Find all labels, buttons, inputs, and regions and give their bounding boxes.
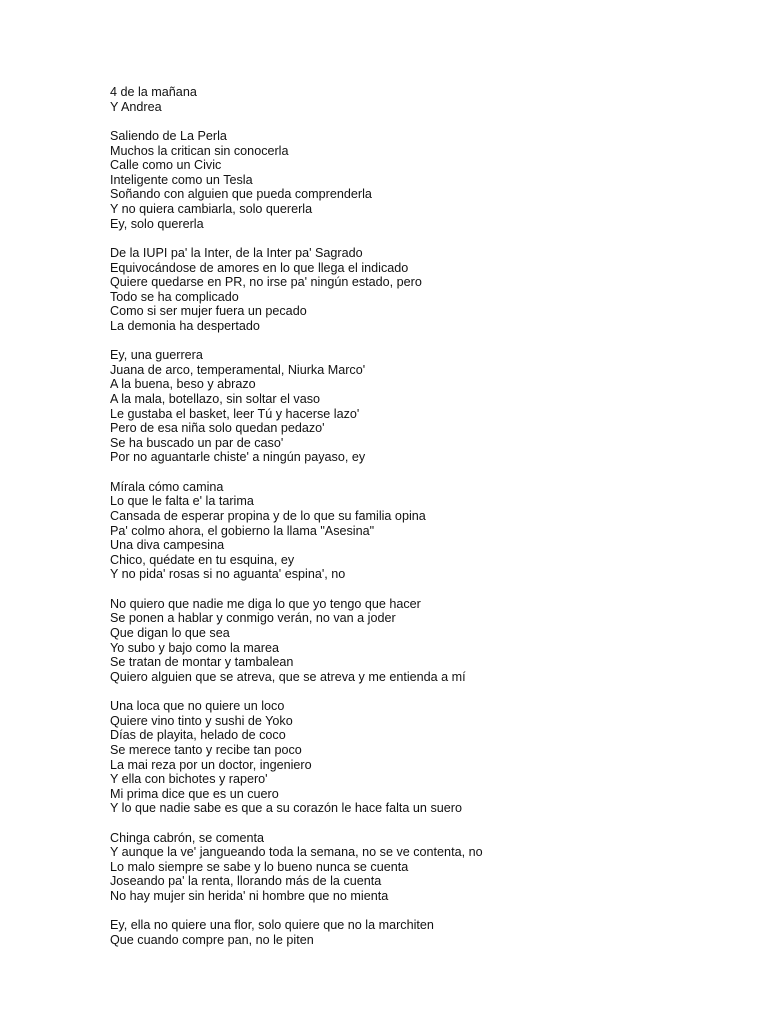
- lyrics-line: No quiero que nadie me diga lo que yo tengo que hacer: [110, 596, 421, 611]
- lyrics-line: Una loca que no quiere un loco: [110, 699, 285, 714]
- lyrics-line: Quiere quedarse en PR, no irse pa' ningún estado, pero: [110, 275, 422, 290]
- lyrics-line: Equivocándose de amores en lo que llega el indicado: [110, 260, 409, 275]
- lyrics-line: Que cuando compre pan, no le piten: [110, 933, 314, 948]
- lyrics-line: Ey, una guerrera: [110, 348, 203, 363]
- lyrics-line: Todo se ha complicado: [110, 289, 239, 304]
- lyrics-stanza: [110, 85, 750, 114]
- lyrics-line: Yo subo y bajo como la marea: [110, 640, 279, 655]
- lyrics-line: Días de playita, helado de coco: [110, 728, 286, 743]
- lyrics-page: [110, 85, 750, 962]
- lyrics-line: Ey, ella no quiere una flor, solo quiere que no la marchiten: [110, 918, 434, 933]
- lyrics-line: Y Andrea: [110, 99, 162, 114]
- lyrics-stanza: [110, 831, 750, 904]
- lyrics-stanza: [110, 699, 750, 816]
- lyrics-line: Se tratan de montar y tambalean: [110, 655, 294, 670]
- lyrics-line: No hay mujer sin herida' ni hombre que no mienta: [110, 889, 389, 904]
- lyrics-line: Una diva campesina: [110, 538, 225, 553]
- lyrics-line: Soñando con alguien que pueda comprenderla: [110, 187, 372, 202]
- lyrics-line: Juana de arco, temperamental, Niurka Marco': [110, 362, 366, 377]
- lyrics-line: Chinga cabrón, se comenta: [110, 830, 265, 845]
- lyrics-line: Que digan lo que sea: [110, 625, 230, 640]
- lyrics-line: La mai reza por un doctor, ingeniero: [110, 757, 312, 772]
- lyrics-line: Ey, solo quererla: [110, 216, 204, 231]
- lyrics-line: Mírala cómo camina: [110, 479, 224, 494]
- lyrics-line: Saliendo de La Perla: [110, 128, 227, 143]
- lyrics-line: Cansada de esperar propina y de lo que su familia opina: [110, 509, 426, 524]
- lyrics-line: Se ponen a hablar y conmigo verán, no van a joder: [110, 611, 396, 626]
- lyrics-line: Y ella con bichotes y rapero': [110, 772, 268, 787]
- lyrics-stanza: [110, 348, 750, 465]
- lyrics-line: Como si ser mujer fuera un pecado: [110, 304, 307, 319]
- lyrics-line: Y lo que nadie sabe es que a su corazón le hace falta un suero: [110, 801, 462, 816]
- lyrics-line: De la IUPI pa' la Inter, de la Inter pa' Sagrado: [110, 245, 363, 260]
- lyrics-line: Se merece tanto y recibe tan poco: [110, 742, 302, 757]
- lyrics-line: Quiero alguien que se atreva, que se atreva y me entienda a mí: [110, 669, 466, 684]
- lyrics-line: Se ha buscado un par de caso': [110, 435, 284, 450]
- lyrics-line: Lo que le falta e' la tarima: [110, 494, 254, 509]
- lyrics-stanza: [110, 480, 750, 582]
- lyrics-line: Y no pida' rosas si no aguanta' espina', no: [110, 567, 346, 582]
- lyrics-line: 4 de la mañana: [110, 85, 197, 99]
- lyrics-line: Mi prima dice que es un cuero: [110, 786, 279, 801]
- lyrics-line: Y no quiera cambiarla, solo quererla: [110, 201, 313, 216]
- lyrics-line: Por no aguantarle chiste' a ningún payaso, ey: [110, 450, 366, 465]
- lyrics-stanza: [110, 129, 750, 231]
- lyrics-line: Calle como un Civic: [110, 158, 222, 173]
- lyrics-stanza: [110, 246, 750, 334]
- lyrics-line: Inteligente como un Tesla: [110, 172, 253, 187]
- lyrics-line: La demonia ha despertado: [110, 318, 260, 333]
- lyrics-line: Quiere vino tinto y sushi de Yoko: [110, 713, 293, 728]
- lyrics-line: Pa' colmo ahora, el gobierno la llama "Asesina": [110, 523, 375, 538]
- lyrics-line: A la mala, botellazo, sin soltar el vaso: [110, 392, 321, 407]
- lyrics-stanza: [110, 918, 750, 947]
- lyrics-line: Joseando pa' la renta, llorando más de la cuenta: [110, 874, 382, 889]
- lyrics-stanza: [110, 597, 750, 685]
- lyrics-line: Chico, quédate en tu esquina, ey: [110, 552, 295, 567]
- lyrics-line: A la buena, beso y abrazo: [110, 377, 256, 392]
- lyrics-line: Muchos la critican sin conocerla: [110, 143, 289, 158]
- lyrics-line: Y aunque la ve' jangueando toda la semana, no se ve contenta, no: [110, 845, 483, 860]
- lyrics-line: Pero de esa niña solo quedan pedazo': [110, 421, 325, 436]
- lyrics-line: Le gustaba el basket, leer Tú y hacerse lazo': [110, 406, 360, 421]
- lyrics-line: Lo malo siempre se sabe y lo bueno nunca se cuenta: [110, 859, 409, 874]
